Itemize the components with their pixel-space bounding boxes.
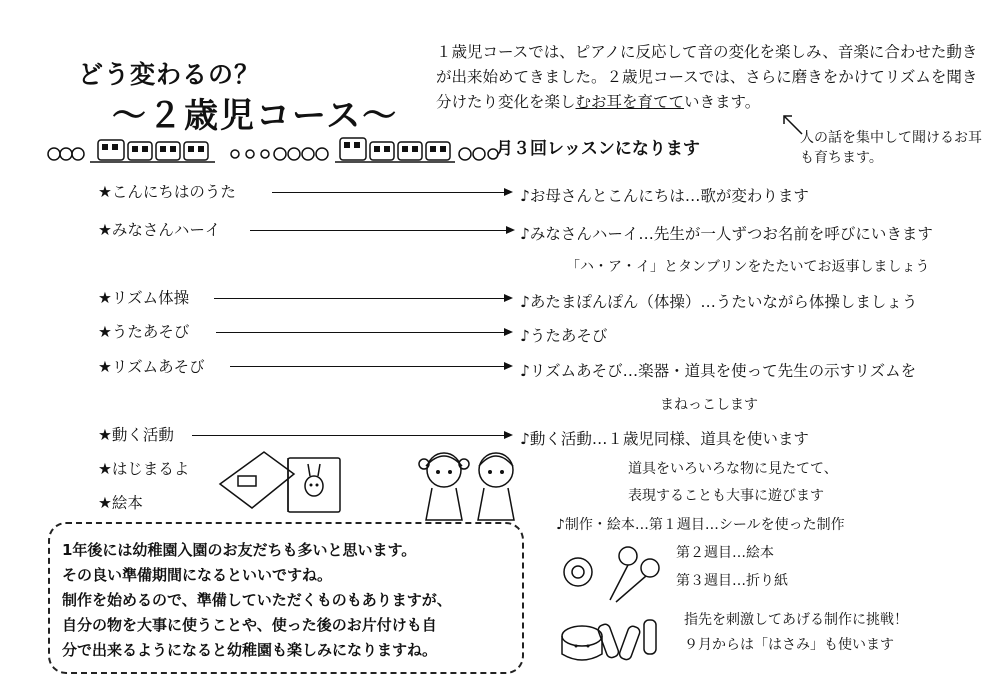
picture-book-icon [216,446,346,516]
program-detail-cont: ９月からは「はさみ」も使います [684,637,894,653]
program-item: ★みなさんハーイ [98,221,221,239]
program-detail: ♪お母さんとこんにちは…歌が変わります [520,187,809,205]
lessons-label: 月３回レッスンになります [496,139,700,159]
program-item: ★リズム体操 [98,289,190,307]
program-item: ★絵本 [98,494,143,512]
info-box-text [62,538,522,663]
info-line: 自分の物を大事に使うことや、使った後のお片付けも自 [62,616,437,634]
info-line: その良い準備期間になるといいですね。 [62,566,333,584]
arrow-head-icon [504,362,513,370]
program-item: ★動く活動 [98,426,174,444]
program-detail: ♪動く活動…１歳児同様、道具を使います [520,430,809,448]
craft-tools-icon [558,540,676,668]
program-detail: ♪あたまぽんぽん（体操）…うたいながら体操しましょう [520,293,918,311]
program-item: ★こんにちはのうた [98,183,236,201]
arrow-line [272,192,506,193]
program-detail: ♪制作・絵本…第１週目…シールを使った制作 [556,517,845,533]
arrow-line [192,435,506,436]
info-line: 制作を始めるので、準備していただくものもありますが、 [62,591,452,609]
children-icon [412,448,532,528]
arrow-line [214,298,506,299]
program-detail: 指先を刺激してあげる制作に挑戦！ [684,612,908,628]
intro-text-1: １歳児コースでは、ピアノに反応して音の変化を楽しみ、音楽に合わせた動きが出来始めてきました。２歳児コースでは、さらに磨きをかけてリズムを聞き分けたり変化を楽し [436,43,978,111]
program-detail-cont: 「ハ・ア・イ」とタンブリンをたたいてお返事しましょう [566,259,930,275]
train-icon [40,130,500,170]
arrow-line [230,366,506,367]
program-detail: ♪リズムあそび…楽器・道具を使って先生の示すリズムを [520,362,917,380]
program-detail-cont: 第２週目…絵本 [676,545,774,561]
info-line: 1年後には幼稚園入園のお友だちも多いと思います。 [62,541,417,559]
intro-underlined: むお耳を育てて [575,93,685,111]
intro-text-2: いきます。 [684,93,761,111]
program-item: ★リズムあそび [98,358,205,376]
program-detail-cont: まねっこします [660,397,758,413]
program-item: ★うたあそび [98,323,190,341]
arrow-head-icon [504,328,513,336]
title-line1: どう変わるの？ [78,60,261,89]
arrow-head-icon [504,294,513,302]
program-detail-cont: 第３週目…折り紙 [676,573,788,589]
program-detail-cont: 道具をいろいろな物に見たてて、 [628,461,838,477]
title-line2: ～２歳児コース～ [112,96,399,136]
arrow-head-icon [504,188,513,196]
program-detail: ♪うたあそび [520,327,608,345]
arrow-head-icon [504,431,513,439]
arrow-head-icon [506,226,515,234]
program-detail-cont: 表現することも大事に遊びます [628,488,824,504]
arrow-line [250,230,508,231]
program-item: ★はじまるよ [98,460,190,478]
intro-paragraph [436,40,984,115]
program-detail: ♪みなさんハーイ…先生が一人ずつお名前を呼びにいきます [520,225,933,243]
arrow-line [216,332,506,333]
info-line: 分で出来るようになると幼稚園も楽しみになりますね。 [62,641,438,659]
note-text: 人の話を集中して聞けるお耳も育ちます。 [800,130,982,166]
